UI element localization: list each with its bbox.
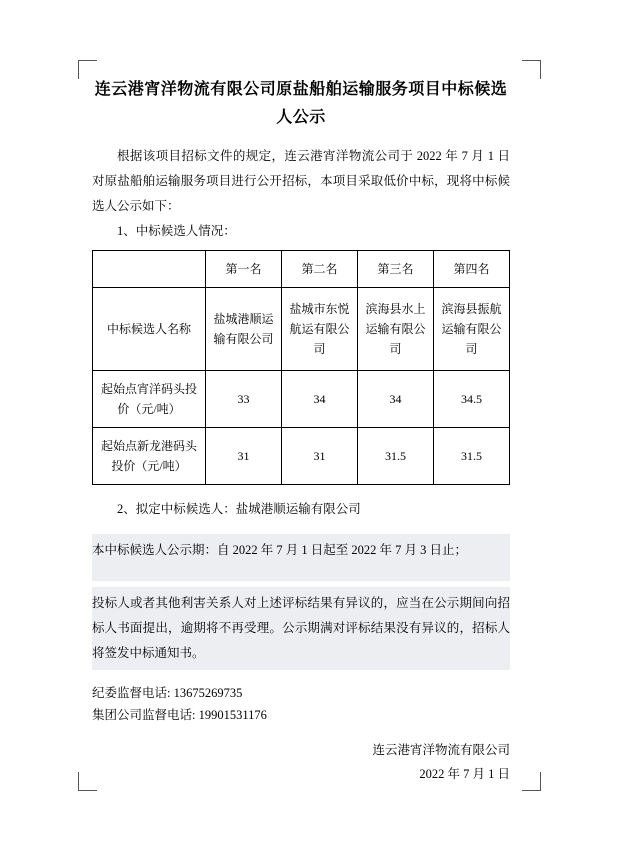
group-phone: 集团公司监督电话: 19901531176 [92,708,267,722]
table-row [93,428,510,485]
signature-company: 连云港宵洋物流有限公司 [372,743,510,757]
section-1-heading: 1、中标候选人情况： [117,224,236,238]
column-header-2: 第二名 [282,251,358,288]
cell-xiaoyang-2: 34 [282,371,358,428]
table-corner-cell [93,251,206,288]
table-header-row [93,251,510,288]
objection-band [92,587,510,670]
bid-candidates-table [92,250,510,485]
cell-name-1: 盐城港顺运输有限公司 [206,288,282,371]
cell-xiaoyang-1: 33 [206,371,282,428]
cell-xiaoyang-3: 34 [358,371,434,428]
notice-period-band [92,534,510,581]
crop-mark-bottom-right [522,772,541,791]
signature-date: 2022 年 7 月 1 日 [419,767,510,781]
cell-name-4: 滨海县振航运输有限公司 [434,288,510,371]
cell-xinlong-2: 31 [282,428,358,485]
notice-period-text: 本中标候选人公示期：自 2022 年 7 月 1 日起至 2022 年 7 月 3 日止； [92,543,468,557]
table-row [93,371,510,428]
cell-xinlong-1: 31 [206,428,282,485]
signature-block [92,738,510,786]
document-content [92,76,510,786]
column-header-3: 第三名 [358,251,434,288]
page-title: 连云港宵洋物流有限公司原盐船舶运输服务项目中标候选人公示 [94,81,508,126]
row-label-xiaoyang-price: 起始点宵洋码头投价（元/吨） [93,371,206,428]
row-label-candidate-name: 中标候选人名称 [93,288,206,371]
row-label-xinlong-price: 起始点新龙港码头投价（元/吨） [93,428,206,485]
cell-xinlong-3: 31.5 [358,428,434,485]
discipline-phone: 纪委监督电话: 13675269735 [92,686,243,700]
cell-xiaoyang-4: 34.5 [434,371,510,428]
cell-name-3: 滨海县水上运输有限公司 [358,288,434,371]
table-row [93,288,510,371]
supervision-contacts [92,682,510,726]
column-header-1: 第一名 [206,251,282,288]
cell-name-2: 盐城市东悦航运有限公司 [282,288,358,371]
cell-xinlong-4: 31.5 [434,428,510,485]
objection-text: 投标人或者其他利害关系人对上述评标结果有异议的，应当在公示期间向招标人书面提出，逾期将不再受理。公示期满对评标结果没有异议的，招标人将签发中标通知书。 [92,596,510,660]
section-2-heading: 2、拟定中标候选人：盐城港顺运输有限公司 [117,502,361,516]
crop-mark-top-right [522,60,541,79]
intro-paragraph: 根据该项目招标文件的规定，连云港宵洋物流公司于 2022 年 7 月 1 日对原盐船舶运输服务项目进行公开招标，本项目采取低价中标，现将中标候选人公示如下： [92,149,510,213]
notice-blank-line [92,563,510,577]
column-header-4: 第四名 [434,251,510,288]
